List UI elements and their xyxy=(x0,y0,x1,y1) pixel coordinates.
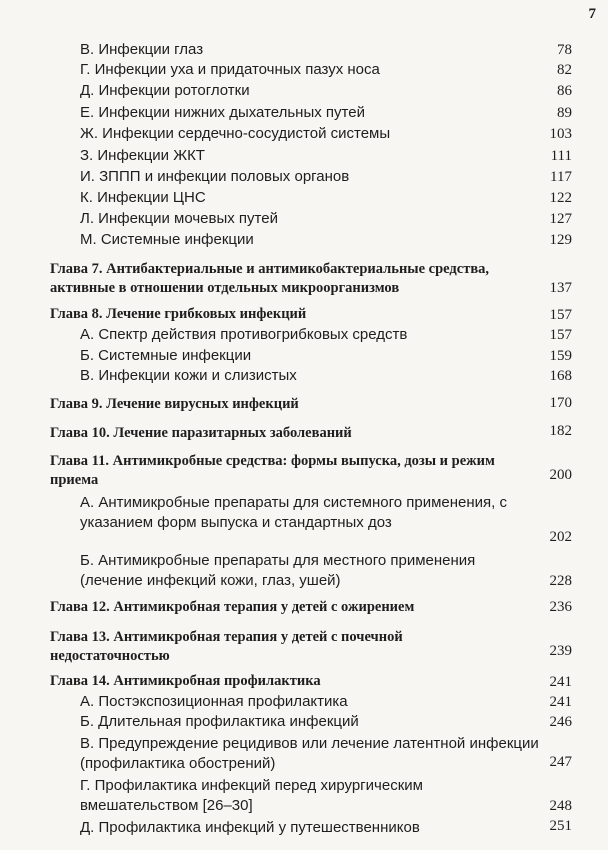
toc-entry xyxy=(0,209,608,229)
toc-entry-page: 103 xyxy=(549,126,572,142)
toc-entry-page: 82 xyxy=(557,62,572,78)
toc-entry-title: Л. Инфекции мочевых путей xyxy=(80,210,278,227)
toc-entry-page: 170 xyxy=(549,395,572,411)
toc-entry-title: М. Системные инфекции xyxy=(80,231,254,248)
toc-entry xyxy=(0,818,608,838)
toc-entry xyxy=(0,103,608,123)
toc-entry xyxy=(0,366,608,386)
toc-entry-page: 157 xyxy=(549,327,572,343)
toc-chapter xyxy=(0,672,608,692)
toc-entry-page: 200 xyxy=(549,467,572,483)
toc-chapter xyxy=(0,305,608,325)
toc-entry xyxy=(0,40,608,60)
toc-entry-title: З. Инфекции ЖКТ xyxy=(80,147,205,164)
toc-chapter xyxy=(0,598,608,618)
toc-entry-page: 246 xyxy=(549,714,572,730)
toc-entry-page: 202 xyxy=(549,529,572,545)
toc-entry xyxy=(0,188,608,208)
toc-entry-page: 241 xyxy=(549,674,572,690)
toc-entry-page: 251 xyxy=(549,818,572,834)
toc-chapter xyxy=(0,424,608,444)
toc-chapter-title: Глава 11. Антимикробные средства: формы выпуска, дозы и режим приема xyxy=(50,453,495,488)
toc-entry-page: 157 xyxy=(549,307,572,323)
toc-entry-title: А. Спектр действия противогрибковых средств xyxy=(80,326,408,343)
toc-entry-title: Д. Инфекции ротоглотки xyxy=(80,82,250,99)
toc-entry xyxy=(0,230,608,250)
toc-entry-title: И. ЗППП и инфекции половых органов xyxy=(80,168,350,185)
toc-chapter-title: Глава 14. Антимикробная профилактика xyxy=(50,673,321,689)
toc-entry-title: А. Антимикробные препараты для системного применения, с указанием форм выпуска и стандартных доз xyxy=(80,494,507,531)
toc-chapter xyxy=(0,628,608,668)
toc-entry xyxy=(0,493,608,553)
toc-entry xyxy=(0,325,608,345)
toc-entry-page: 159 xyxy=(549,348,572,364)
toc-entry-page: 239 xyxy=(549,643,572,659)
toc-entry xyxy=(0,81,608,101)
toc-entry-title: Е. Инфекции нижних дыхательных путей xyxy=(80,104,365,121)
toc-entry xyxy=(0,167,608,187)
toc-chapter-title: Глава 13. Антимикробная терапия у детей с почечной недостаточностью xyxy=(50,629,403,664)
toc-entry xyxy=(0,60,608,80)
toc-entry-title: В. Инфекции глаз xyxy=(80,41,204,58)
toc-entry-page: 86 xyxy=(557,83,572,99)
toc-entry-page: 168 xyxy=(549,368,572,384)
toc-chapter-title: Глава 8. Лечение грибковых инфекций xyxy=(50,306,307,322)
toc-entry-page: 127 xyxy=(549,211,572,227)
toc-entry xyxy=(0,124,608,144)
toc-entry-page: 241 xyxy=(549,694,572,710)
toc-entry-title: Г. Профилактика инфекций перед хирургическим вмешательством [26–30] xyxy=(80,777,423,814)
toc-entry xyxy=(0,776,608,816)
toc-entry-page: 247 xyxy=(549,754,572,770)
toc-chapter-title: Глава 7. Антибактериальные и антимикобактериальные средства, активные в отношении отдельных микроорганизмов xyxy=(50,261,490,296)
toc-entry xyxy=(0,734,608,774)
toc-chapter xyxy=(0,395,608,415)
toc-entry-title: К. Инфекции ЦНС xyxy=(80,189,206,206)
toc-entry xyxy=(0,346,608,366)
toc-entry-page: 248 xyxy=(549,798,572,814)
toc-entry xyxy=(0,692,608,712)
toc-entry-title: Ж. Инфекции сердечно-сосудистой системы xyxy=(80,125,391,142)
toc-entry-title: Б. Длительная профилактика инфекций xyxy=(80,713,359,730)
toc-chapter-title: Глава 12. Антимикробная терапия у детей с ожирением xyxy=(50,599,415,615)
toc-entry-page: 129 xyxy=(549,232,572,248)
toc-entry-page: 117 xyxy=(550,169,572,185)
toc-entry-title: Б. Системные инфекции xyxy=(80,347,252,364)
toc-entry-page: 89 xyxy=(557,105,572,121)
toc-entry-page: 78 xyxy=(557,42,572,58)
toc-entry-title: Д. Профилактика инфекций у путешественников xyxy=(80,819,420,836)
toc-entry xyxy=(0,712,608,732)
toc-entry-page: 182 xyxy=(549,423,572,439)
toc-chapter-title: Глава 10. Лечение паразитарных заболеваний xyxy=(50,425,352,441)
toc-entry xyxy=(0,146,608,166)
toc-chapter xyxy=(0,452,608,492)
toc-entry-title: А. Постэкспозиционная профилактика xyxy=(80,693,348,710)
toc-entry-page: 236 xyxy=(549,599,572,615)
toc-entry-title: В. Инфекции кожи и слизистых xyxy=(80,367,297,384)
toc-entry-page: 111 xyxy=(550,148,572,164)
toc-entry-title: Г. Инфекции уха и придаточных пазух носа xyxy=(80,61,380,78)
toc-entry-page: 122 xyxy=(549,190,572,206)
page-number: 7 xyxy=(588,6,596,22)
toc-chapter-title: Глава 9. Лечение вирусных инфекций xyxy=(50,396,299,412)
toc-entry-page: 137 xyxy=(549,280,572,296)
toc-entry-title: Б. Антимикробные препараты для местного применения (лечение инфекций кожи, глаз, ушей) xyxy=(80,552,476,589)
toc-entry-page: 228 xyxy=(549,573,572,589)
toc-entry xyxy=(0,551,608,591)
toc-entry-title: В. Предупреждение рецидивов или лечение латентной инфекции (профилактика обострений) xyxy=(80,735,539,772)
toc-chapter xyxy=(0,260,608,300)
